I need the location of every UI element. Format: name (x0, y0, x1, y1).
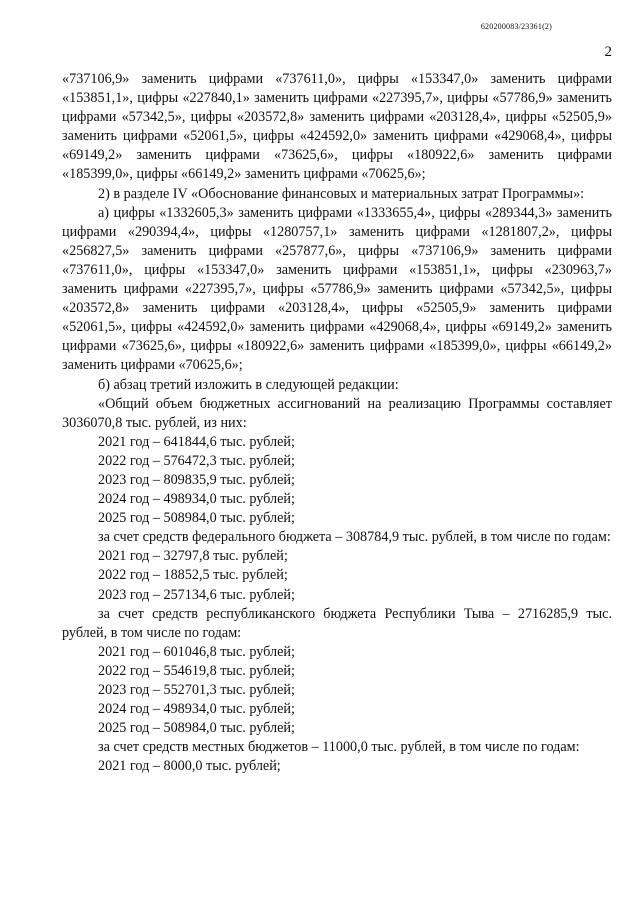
year-line: 2025 год – 508984,0 тыс. рублей; (98, 720, 295, 737)
year-line: 2021 год – 32797,8 тыс. рублей; (98, 548, 288, 565)
year-line: 2023 год – 552701,3 тыс. рублей; (98, 682, 295, 698)
year-line: 2021 год – 641844,6 тыс. рублей; (98, 433, 295, 450)
year-line: 2025 год – 508984,0 тыс. рублей; (98, 510, 295, 527)
paragraph-item-b: б) абзац третий изложить в следующей редакции: (98, 376, 399, 393)
page-number: 2 (604, 44, 612, 60)
paragraph-total-budget: «Общий объем бюджетных ассигнований на реализацию Программы составляет 3036070,8 тыс. рублей, из них: (62, 395, 612, 431)
year-line: 2022 год – 554619,8 тыс. рублей; (98, 662, 295, 679)
year-line: 2022 год – 576472,3 тыс. рублей; (98, 452, 295, 469)
year-line: 2021 год – 8000,0 тыс. рублей; (98, 758, 281, 775)
year-line: 2022 год – 18852,5 тыс. рублей; (98, 567, 288, 584)
year-line: 2023 год – 257134,6 тыс. рублей; (98, 586, 295, 603)
paragraph-federal-budget: за счет средств федерального бюджета – 308784,9 тыс. рублей, в том числе по годам: (98, 529, 611, 546)
paragraph-republican-budget: за счет средств республиканского бюджета Республики Тыва – 2716285,9 тыс. рублей, в том числе по годам: (62, 605, 612, 641)
year-line: 2021 год – 601046,8 тыс. рублей; (98, 643, 295, 660)
year-line: 2023 год – 809835,9 тыс. рублей; (98, 471, 295, 488)
document-body (62, 70, 612, 776)
paragraph-continuation: «737106,9» заменить цифрами «737611,0», цифры «153347,0» заменить цифрами «153851,1», цифры «227840,1» заменить цифрами «227395,7», цифры «57786,9» заменить цифрами «57342,5», цифры «203572,8» заменить цифрами «203128,4», цифры «52505,9» заменить цифрами «52061,5», цифры «424592,0» заменить цифрами «429068,4», цифры «69149,2» заменить цифрами «73625,6», цифры «180922,6» заменить цифрами «185399,0», цифры «66149,2» заменить цифрами «70625,6»; (62, 71, 612, 183)
year-line: 2024 год – 498934,0 тыс. рублей; (98, 491, 295, 508)
document-id: 620200083/23361(2) (480, 22, 552, 31)
year-line: 2024 год – 498934,0 тыс. рублей; (98, 701, 295, 718)
paragraph-local-budget: за счет средств местных бюджетов – 11000,0 тыс. рублей, в том числе по годам: (98, 739, 580, 756)
paragraph-item-a: а) цифры «1332605,3» заменить цифрами «1333655,4», цифры «289344,3» заменить цифрами «290394,4», цифры «1280757,1» заменить цифрами «1281807,2», цифры «256827,5» заменить цифрами «257877,6», цифры «737106,9» заменить цифрами «737611,0», цифры «153347,0» заменить цифрами «153851,1», цифры «230963,7» заменить цифрами «227395,7», цифры «57786,9» заменить цифрами «57342,5», цифры «203572,8» заменить цифрами «203128,4», цифры «52505,9» заменить цифрами «52061,5», цифры «424592,0» заменить цифрами «429068,4», цифры «69149,2» заменить цифрами «73625,6», цифры «180922,6» заменить цифрами «185399,0», цифры «66149,2» заменить цифрами «70625,6»; (62, 204, 612, 374)
paragraph-section-iv: 2) в разделе IV «Обоснование финансовых и материальных затрат Программы»: (98, 185, 585, 202)
